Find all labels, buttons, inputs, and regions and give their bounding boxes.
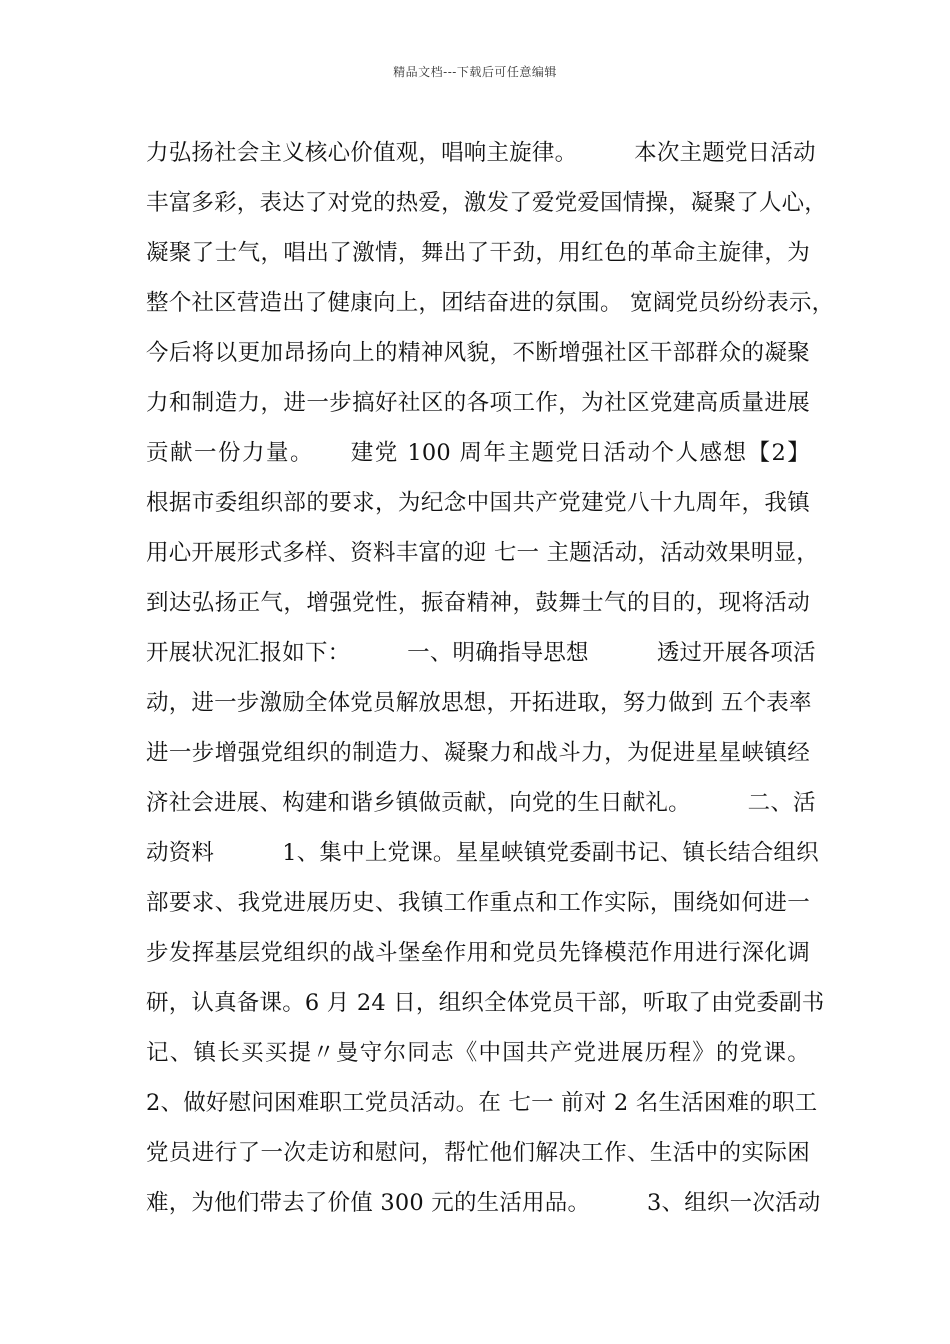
body-line: 党员进行了一次走访和慰问，帮忙他们解决工作、生活中的实际困 — [146, 1140, 810, 1166]
body-line: 动，进一步激励全体党员解放思想，开拓进取，努力做到 五个表率 — [146, 690, 812, 716]
body-line: 凝聚了士气，唱出了激情，舞出了干劲，用红色的革命主旋律，为 — [146, 240, 810, 266]
body-line: 贡献一份力量。 建党 100 周年主题党日活动个人感想【2】 — [146, 440, 810, 466]
body-line: 丰富多彩，表达了对党的热爱，激发了爱党爱国情操，凝聚了人心， — [146, 190, 828, 216]
body-line: 开展状况汇报如下： 一、明确指导思想 透过开展各项活 — [146, 640, 816, 666]
body-line: 整个社区营造出了健康向上，团结奋进的氛围。 宽阔党员纷纷表示， — [146, 290, 835, 316]
body-line: 力和制造力，进一步搞好社区的各项工作，为社区党建高质量进展 — [146, 390, 810, 416]
body-line: 今后将以更加昂扬向上的精神风貌，不断增强社区干部群众的凝聚 — [146, 340, 810, 366]
body-line: 力弘扬社会主义核心价值观，唱响主旋律。 本次主题党日活动 — [146, 140, 816, 166]
body-line: 进一步增强党组织的制造力、凝聚力和战斗力，为促进星星峡镇经 — [146, 740, 810, 766]
body-line: 步发挥基层党组织的战斗堡垒作用和党员先锋模范作用进行深化调 — [146, 940, 810, 966]
body-line: 用心开展形式多样、资料丰富的迎 七一 主题活动，活动效果明显， — [146, 540, 820, 566]
body-line: 部要求、我党进展历史、我镇工作重点和工作实际，围绕如何进一 — [146, 890, 810, 916]
body-line: 动资料 1、集中上党课。星星峡镇党委副书记、镇长结合组织 — [146, 840, 819, 866]
body-line: 2、做好慰问困难职工党员活动。在 七一 前对 2 名生活困难的职工 — [146, 1090, 818, 1116]
body-line: 根据市委组织部的要求，为纪念中国共产党建党八十九周年，我镇 — [146, 490, 810, 516]
body-line: 记、镇长买买提〃曼守尔同志《中国共产党进展历程》的党课。 — [146, 1040, 810, 1066]
body-line: 济社会进展、构建和谐乡镇做贡献，向党的生日献礼。 二、活 — [146, 790, 816, 816]
body-line: 到达弘扬正气，增强党性，振奋精神，鼓舞士气的目的，现将活动 — [146, 590, 810, 616]
body-line: 研，认真备课。6 月 24 日，组织全体党员干部，听取了由党委副书 — [146, 990, 825, 1016]
page-header: 精品文档---下载后可任意编辑 — [393, 65, 557, 79]
document-body — [146, 128, 835, 1228]
body-line: 难，为他们带去了价值 300 元的生活用品。 3、组织一次活动 — [146, 1190, 821, 1216]
